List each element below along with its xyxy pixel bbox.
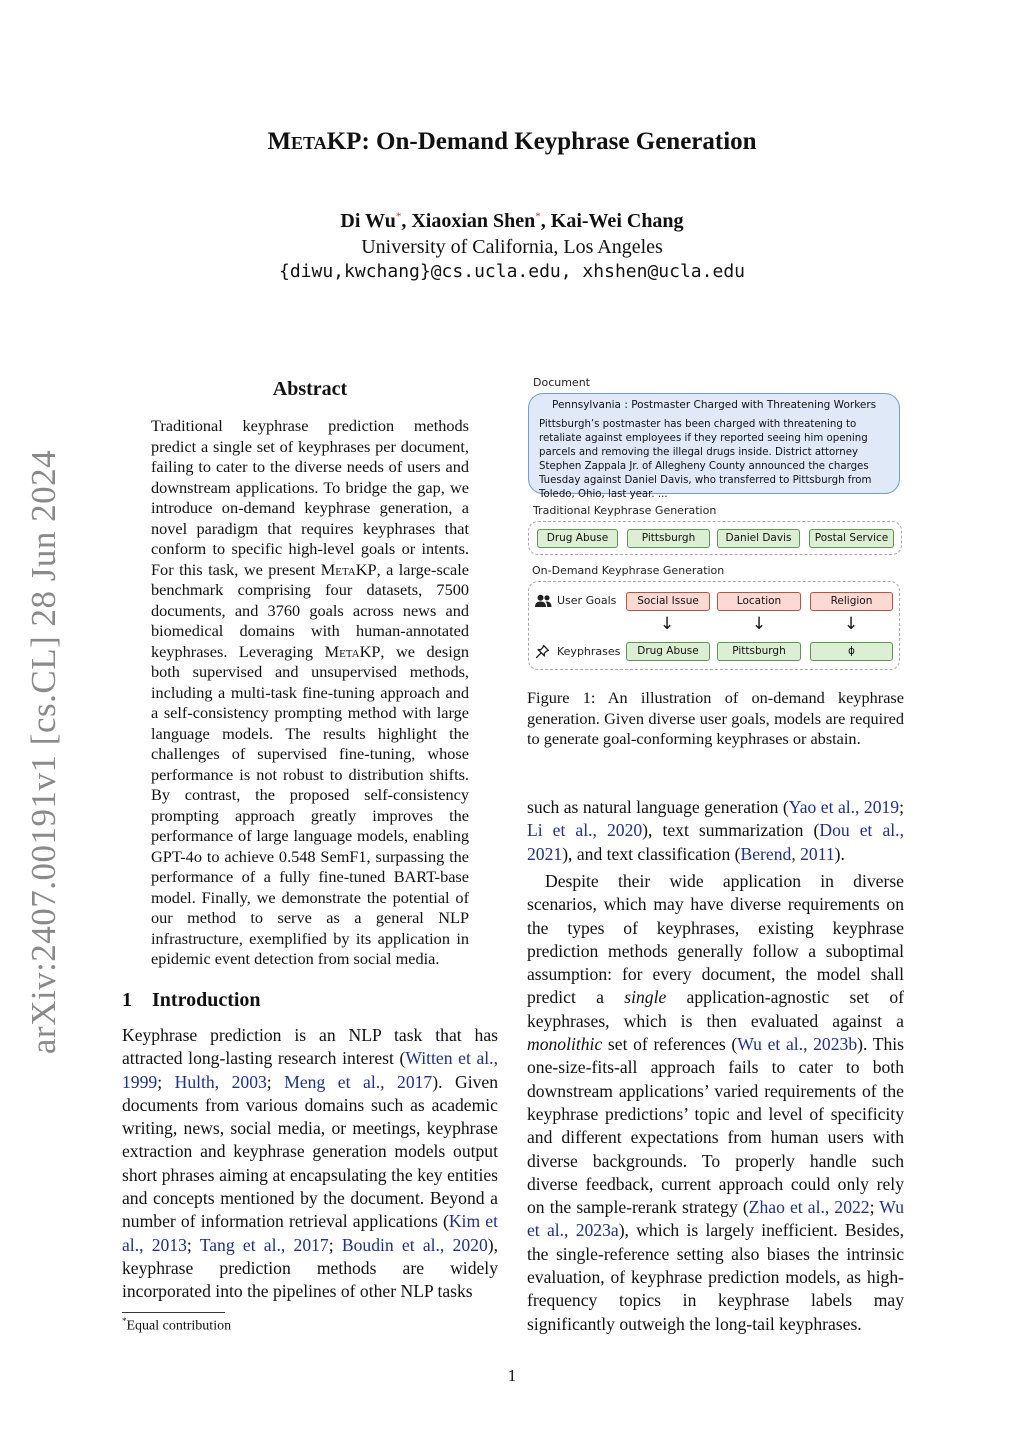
author-2-star: * bbox=[535, 210, 541, 223]
user-goal-chip: Religion bbox=[810, 592, 893, 611]
text: ). Given documents from various domains such as academic writing, news, social media, or meetings, keyphrase extraction and keyphrase generation models output short phrases aiming at encapsulating the key entities and concepts mentioned by the document. Beyond a number of information retrieval applications ( bbox=[122, 1071, 498, 1232]
author-2: Xiaoxian Shen bbox=[411, 210, 536, 232]
abstract-part: , a large-scale benchmark comprising four datasets, 7500 documents, and 3760 goals across news and biomedical domains with human-annotated keyphrases. Leveraging bbox=[151, 559, 469, 661]
citation-link[interactable]: Hulth, 2003 bbox=[174, 1071, 267, 1092]
keyphrase-chip: Drug Abuse bbox=[626, 642, 710, 661]
abstract-part: Traditional keyphrase prediction methods predict a single set of keyphrases per document, failing to cater to the diverse needs of users and downstream applications. To bridge the gap, we introduce on-demand keyphrase generation, a novel paradigm that requires keyphrases that conform to specific high-level goals or intents. For this task, we present bbox=[151, 416, 469, 579]
citation-link[interactable]: Meng et al., 2017 bbox=[284, 1071, 433, 1092]
abstract-metakp: MetaKP bbox=[320, 559, 377, 579]
text: ), which is largely inefficient. Besides, the single-reference setting also biases the intrinsic evaluation, of keyphrase prediction models, as high-frequency topics in keyphrase labels may significantly outweigh the long-tail keyphrases. bbox=[527, 1220, 904, 1334]
traditional-keyphrase-chip: Postal Service bbox=[809, 529, 894, 548]
section-number: 1 bbox=[122, 989, 132, 1011]
traditional-keyphrase-chip: Drug Abuse bbox=[537, 529, 618, 548]
text: ; bbox=[869, 1197, 880, 1218]
page-number: 1 bbox=[507, 1366, 517, 1385]
user-goal-chip: Social Issue bbox=[626, 592, 710, 611]
figure-document-label: Document bbox=[533, 376, 590, 389]
abstract-metakp: MetaKP bbox=[324, 641, 381, 661]
arxiv-stamp: arXiv:2407.00191v1 [cs.CL] 28 Jun 2024 bbox=[24, 449, 63, 1055]
citation-link[interactable]: Boudin et al., 2020 bbox=[341, 1234, 488, 1255]
figure-caption: Figure 1: An illustration of on-demand keyphrase generation. Given diverse user goals, models are required to generate goal-conforming keyphrases or abstain. bbox=[527, 688, 904, 749]
text: ), text summarization ( bbox=[642, 820, 820, 841]
text: application-agnostic set of keyphrases, which is then evaluated against a bbox=[527, 987, 904, 1031]
citation-link[interactable]: Berend, 2011 bbox=[740, 843, 835, 864]
citation-link[interactable]: Zhao et al., 2022 bbox=[748, 1197, 870, 1218]
authors bbox=[0, 210, 1024, 233]
footnote-rule bbox=[122, 1312, 225, 1313]
users-icon bbox=[535, 594, 552, 608]
text: ; bbox=[186, 1234, 200, 1255]
citation-link[interactable]: Witten et al., 1999 bbox=[122, 1048, 498, 1092]
traditional-keyphrase-chip: Pittsburgh bbox=[627, 529, 710, 548]
citation-link[interactable]: Yao et al., 2019 bbox=[788, 797, 900, 817]
citation-link[interactable]: Dou et al., 2021 bbox=[527, 820, 904, 864]
down-arrow-icon: ↓ bbox=[751, 614, 767, 634]
author-1: Di Wu bbox=[340, 210, 396, 232]
footnote-text: Equal contribution bbox=[126, 1318, 232, 1334]
text: ; bbox=[328, 1234, 342, 1255]
citation-link[interactable]: Kim et al., 2013 bbox=[122, 1211, 498, 1255]
text: ; bbox=[157, 1071, 175, 1092]
emails: {diwu,kwchang}@cs.ucla.edu, xhshen@ucla.edu bbox=[279, 261, 745, 282]
text: ; bbox=[266, 1071, 285, 1092]
intro-paragraph bbox=[122, 1024, 498, 1304]
keyphrases-label: Keyphrases bbox=[557, 645, 621, 658]
text: set of references ( bbox=[602, 1034, 738, 1055]
text: ), and text classification ( bbox=[562, 843, 741, 864]
keyphrase-chip: ϕ bbox=[810, 642, 893, 661]
document-title: Pennsylvania : Postmaster Charged with Threatening Workers bbox=[552, 399, 877, 411]
abstract-text bbox=[151, 416, 469, 970]
intro-heading bbox=[122, 989, 261, 1012]
user-goals-label: User Goals bbox=[557, 594, 617, 607]
text: ). This one-size-fits-all approach fails to cater to both downstream applications’ varied requirements of the keyphrase predictions’ topic and level of specificity and different expectations from human users with diverse backgrounds. To properly handle such diverse feedback, current approach could only rely on the sample-rerank strategy ( bbox=[527, 1034, 905, 1218]
right-paragraph-2 bbox=[527, 870, 904, 1336]
footnote bbox=[122, 1316, 231, 1335]
keyphrase-chip: Pittsburgh bbox=[717, 642, 801, 661]
text: ), keyphrase prediction methods are widely incorporated into the pipelines of other NLP tasks bbox=[122, 1234, 499, 1302]
traditional-label: Traditional Keyphrase Generation bbox=[533, 504, 717, 517]
citation-link[interactable]: Li et al., 2020 bbox=[527, 820, 643, 841]
citation-link[interactable]: Wu et al., 2023b bbox=[737, 1034, 858, 1055]
text: ; bbox=[899, 797, 904, 817]
footnote-mark: * bbox=[122, 1316, 127, 1326]
emphasis: monolithic bbox=[527, 1034, 603, 1055]
author-sep: , bbox=[540, 210, 551, 232]
author-sep: , bbox=[401, 210, 412, 232]
user-goal-chip: Location bbox=[717, 592, 801, 611]
section-title: Introduction bbox=[152, 989, 261, 1011]
affiliation: University of California, Los Angeles bbox=[361, 236, 663, 258]
pin-icon bbox=[535, 644, 550, 659]
traditional-keyphrase-chip: Daniel Davis bbox=[717, 529, 800, 548]
author-3: Kai-Wei Chang bbox=[550, 210, 684, 232]
text: Keyphrase prediction is an NLP task that has attracted long-lasting research interest ( bbox=[122, 1025, 498, 1069]
abstract-part: , we design both supervised and unsupervised methods, including a multi-task fine-tuning approach and a self-consistency prompting method with large language models. The results highlight the challenges of supervised fine-tuning, whose performance is not robust to distribution shifts. By contrast, the proposed self-consistency prompting approach greatly improves the performance of large language models, enabling GPT-4o to achieve 0.548 SemF1, surpassing the performance of a fully fine-tuned BART-base model. Finally, we demonstrate the potential of our method to serve as a general NLP infrastructure, exemplified by its application in epidemic event detection from social media. bbox=[151, 641, 469, 968]
down-arrow-icon: ↓ bbox=[659, 614, 675, 634]
text: ). bbox=[834, 843, 845, 864]
emphasis: single bbox=[624, 987, 667, 1008]
text: Despite their wide application in diverse scenarios, which may have diverse requirements on the types of keyphrases, existing keyphrase prediction methods generally follow a suboptimal assumption: for every document, the model shall predict a bbox=[527, 871, 904, 1008]
ondemand-label: On-Demand Keyphrase Generation bbox=[532, 564, 725, 577]
citation-link[interactable]: Wu et al., 2023a bbox=[527, 1197, 904, 1241]
title-rest: : On-Demand Keyphrase Generation bbox=[361, 128, 757, 155]
text: such as natural language generation ( bbox=[527, 797, 789, 817]
title-smallcaps: MetaKP bbox=[267, 128, 362, 155]
right-paragraph-1 bbox=[527, 796, 904, 866]
author-1-star: * bbox=[395, 210, 402, 223]
citation-link[interactable]: Tang et al., 2017 bbox=[199, 1234, 329, 1255]
abstract-heading: Abstract bbox=[272, 378, 348, 400]
document-body: Pittsburgh’s postmaster has been charged with threatening to retaliate against employees if they reported seeing him opening parcels and removing the illegal drugs inside. District attorney Stephen Zappala Jr. of Allegheny County announced the charges Tuesday against Daniel Davis, who transferred to Pittsburgh from Toledo, Ohio, last year. ... bbox=[539, 419, 872, 500]
paper-title bbox=[0, 128, 1024, 156]
down-arrow-icon: ↓ bbox=[843, 614, 859, 634]
